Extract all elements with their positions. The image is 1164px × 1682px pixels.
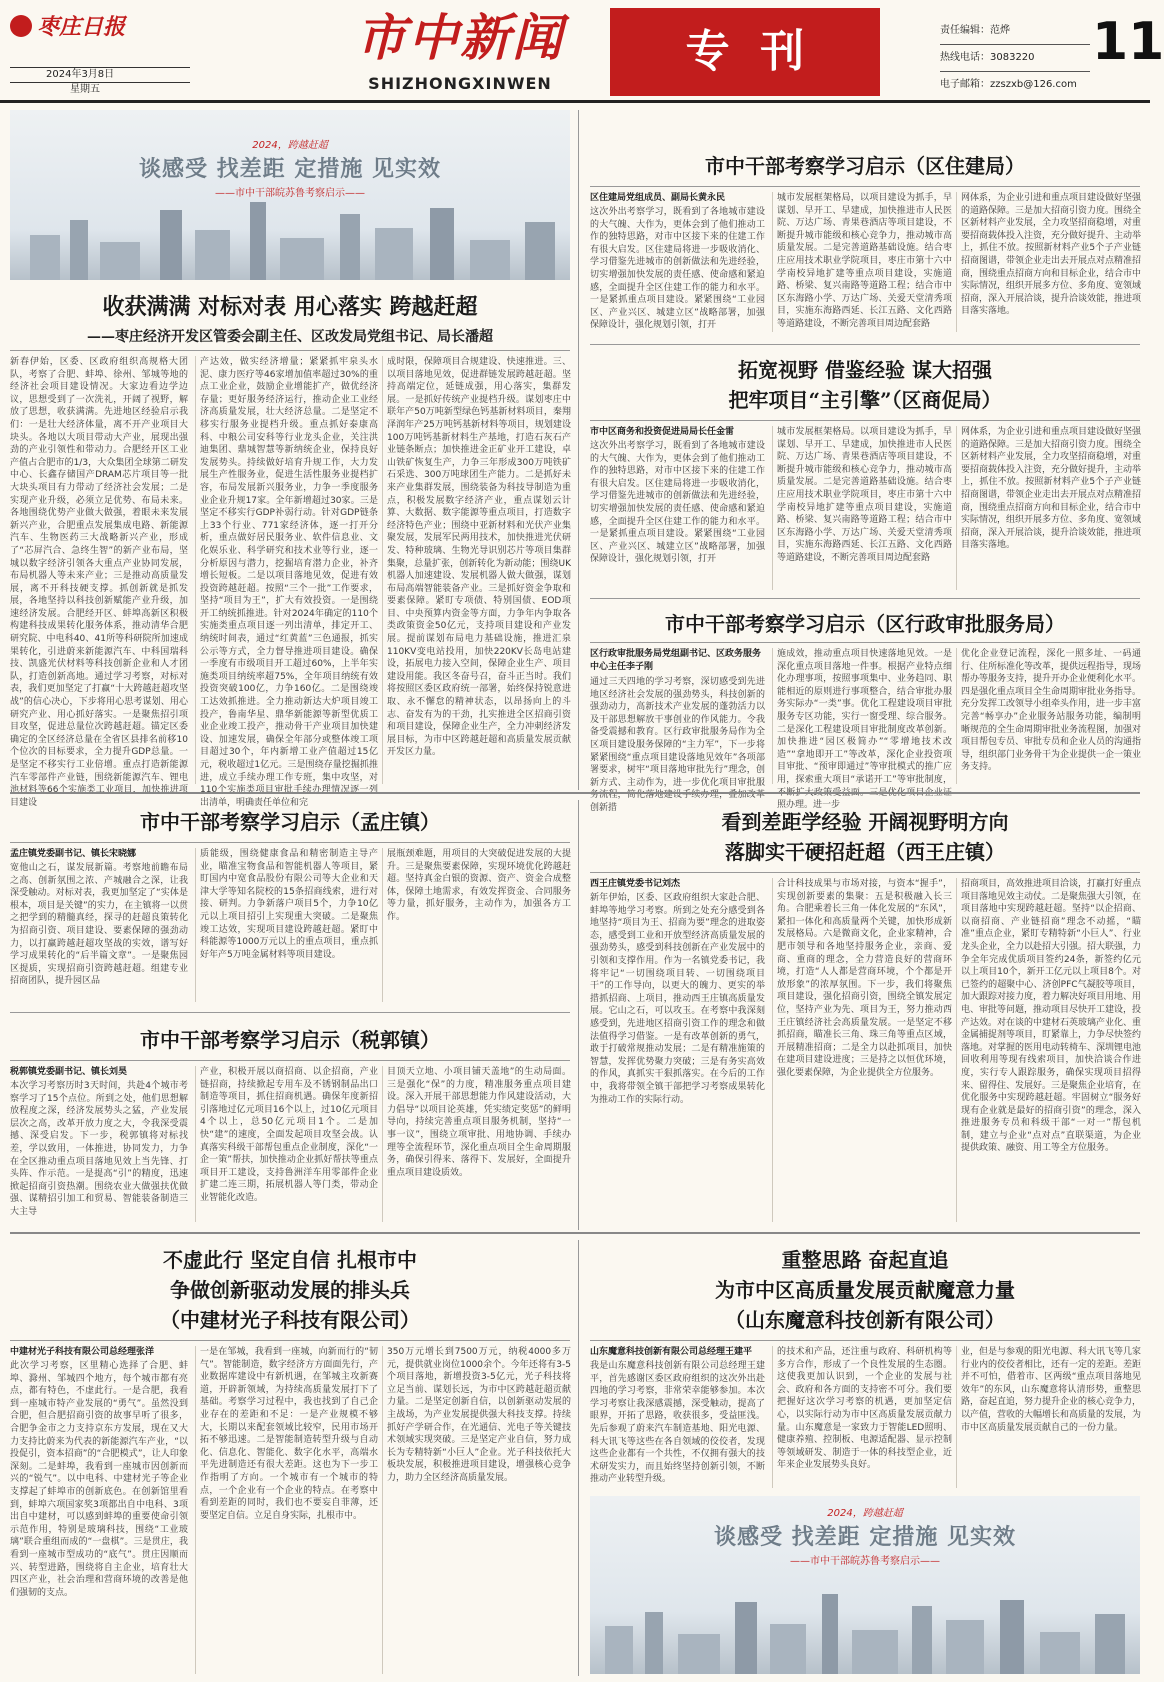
art9-author: 山东魔意科技创新有限公司总经理王建平 [590,1347,753,1357]
art3-col1: 这次外出考察学习，既看到了各地城市建设的大气魄、大作为，更体会到了他们推动工作的独特思路，对市中区接下来的住建工作有很大启发。区住建局将进一步吸收消化，学习借鉴先进城市的创新做法和先进经验，切实增强加快发展的责任感、使命感和紧迫感，全面提升全区住建工作的能力和水平。一是紧抓重点项目建设。紧紧围绕“工业园区、产业兴区、城建立区”战略部署，加强保障设计，强化规划引领，打开 [590,441,765,565]
city-skyline-building [470,240,510,280]
art8-title-line2: 争做创新驱动发展的排头兵 [170,1278,410,1302]
city-skyline-building [822,1594,838,1674]
center-divider [578,110,579,790]
art1-col2: 产达效，做实经济增量；紧紧抓牢泉头水泥、康力医疗等46家增加值率超过30%的重点工业企业，鼓励企业增能扩产，做优经济存量；更好服务经济运行，推动企业工业经济高质量发展，壮大经济总量。二是坚定不移实行服务业提档升级。重点抓好泰康高科、中粮公司安科等行业龙头企业，关注洪迪集团、鼎城智慧等新纳统企业，保持良好发展势头。持续做好培育升规工作，大力发展生产性服务业，促进生活性服务业提档扩容，布局发展新兴服务业，力争一季度服务业企业升规17家。全年新增超过30家。三是坚定不移实行GDP补弱行动。针对GDP链条上33个行业、771家经济体，逐一打开分析，重点做好居民服务业、软件信息业、文化娱乐业、科学研究和技术业等行业，逐一分析原因与潜力，挖掘培育潜力企业，补齐增长短板。二是以项目落地见效，促进有效投资跨越赶超。按照“三个一批”工作要求，坚持“项目为王”，扩大有效投资。一是围绕开工纳统抓推进。针对2024年确定的110个实施类重点项目逐一列出清单，排定开工、纳统时间表，通过“红黄蓝”三色通报，抓实公示等方式，全力督导推进项目建设。确保一季度有市级项目开工超过60%，上半年实施类项目纳统率超75%，全年项目纳统有效投资突破100亿，力争160亿。二是围绕竣工达效抓推进。全力推动新达大炉项目竣工投产，鲁南华星、鼎华新能源等新型优质工业企业竣工投产，推动骨干产业项目加快建设、加速发展，确保全年部分或整体竣工项目超过30个，年内新增工业产值超过15亿元，税收超过1亿元。三是围绕存量挖掘抓推进，成立手续办理工作专班，集中攻坚，对110个实施类项目审批手续办理情况逐一列出清单，明确责任单位和完 [195,356,378,784]
art3-rule [590,420,1140,421]
city-skyline-building [160,210,182,280]
city-skyline-building [70,220,88,280]
city-skyline-building [375,228,413,280]
section-pinyin: SHIZHONGXINWEN [368,74,552,93]
art4-col3: 优化企业登记流程，深化一照多址、一码通行、住所标准化等改革，提供远程指导，现场帮办等服务支持，提升开办企业便利化水平。四是强化重点项目全生命周期审批业务指导。充分发挥工改领导小组牵头作用，进一步丰富完善“畅享办”企业服务站服务功能，编制明晰规范的全生命周期审批业务流程图，加强对项目帮包专员、审批专员和企业人员的沟通指导，组织部门业务骨干为企业提供一企一策业务支持。 [956,648,1141,784]
editor-info [940,18,1090,98]
art2-col3: 网体系，为企业引进和重点项目建设做好坚强的道路保障。三是加大招商引资力度。围绕全区新材料产业发展，全力攻坚招商稳增，对重要招商载体投入注资，充分做好提升、主动举上，抓住不放。按照新材料产业5个子产业链招商图谱，带领企业走出去开展点对点精准招商，围绕重点招商方向和目标企业，结合市中实际情况，组织开展多方位、多角度、宽领域招商，深入开展洽谈，提升洽谈效能，推进项目落实落地。 [956,192,1141,332]
publish-date: 2024年3月8日 [46,69,115,80]
banner-subtitle: ——市中干部皖苏鲁考察启示—— [215,188,365,199]
art7-col1: 新年伊始，区委、区政府组织大家赴合肥、蚌埠等地学习考察。所到之处充分感受到各地坚持“项目为王、招商为要”理念的进取姿态，感受到工业和开放型经济高质量发展的强劲势头，感受到科技创新在产业发展中的引领和支撑作用。作为一名镇党委书记，我将牢记“一切围绕项目转、一切围绕项目干”的工作导向，以更大的魄力、更实的举措抓招商、上项目，推动西王庄镇高质量发展。它山之石，可以攻玉。在考察中我深刻感受到，先进地区招商引资工作的理念和做法值得学习借鉴。一是有改革创新的勇气，敢于打破常规推动发展；二是有精准施策的智慧，发挥优势聚力突破；三是有务实高效的作风，真抓实干狠抓落实。在今后的工作中，我将带领全镇干部把学习考察成果转化为推动工作的实际行动。 [590,893,765,1105]
art4-col1: 通过三天四地的学习考察，深切感受到先进地区经济社会发展的强劲势头，科技创新的强劲动力，高新技术产业发展的蓬勃活力以及干部思想解放干事创业的作风能力。令我备受震撼和教育。区行政审批服务局作为全区项目建设服务保障的“主力军”，下一步将紧紧围绕“重点项目建设落地见效年”各项部署要求，树牢“项目落地审批先行”理念，创新方式、主动作为，进一步优化项目审批服务流程，简化落地建设手续办理，叠加改革创新措 [590,677,765,813]
city-skyline-building [30,235,60,280]
art1-col3: 成时限，保障项目合规建设、快速推进。三、以项目落地见效，促进群链发展跨越赶超。坚持高端定位，延链成强，用心落实，集群发展。一是抓好传统产业提档升级。谋划枣庄中联年产50万吨新型绿色钙基新材料项目，秦翔泽润年产25万吨钙基新材料等项目，规划建设100万吨钙基新材料生产基地，打造石灰石产业链条断点；加快推进金正矿业开工建设，卓山铁矿恢复生产，力争三年形成300万吨铁矿石采选、300万吨球团生产能力。二是抓好未来产业集群发展，围绕装备为科技导制造为重点，积极发展数字经济产业，重点谋划云计算、大数据、数字能源等重点项目，打造数字经济特色产业；围绕中亚新材料和光伏产业集聚发展，发展军民两用技术，加快推进光伏研发、特种玻璃、生物光导识别芯片等项目集群集聚，总量扩张，创新转化为新动能；围绕UK机器人加速建设、发展机器人做大做强，谋划布局高端智能装备产业。三是抓好资金争取和要素保障。紧盯专项债、特别国债、EOD项目、中央预算内资金等方面，力争年内争取各类政策资金50亿元，支持项目建设和产业发展。提前谋划布局电力基础设施，推进汇泉110KV变电站投用，加快220KV长岛电站建设，拓展电力接入空间，保障企业生产、项目建设用能。我区冬奋号召，奋斗正当时。我们将按照区委区政府统一部署，始终保持锐意进取、永不懈怠的精神状态，以昂扬向上的斗志、奋发有为的干劲，扎实推进全区招商引资和项目建设，保障企业生产，全力冲刺经济发展目标，为市中区跨越赶超和高质量发展贡献开发区力量。 [382,356,571,784]
art9-col3: 业，但是与参观的阳光电源、科大讯飞等几家行业内的佼佼者相比，还有一定的差距。差距并不可怕，借着市、区两级“重点项目落地见效年”的东风，山东魔意将认清形势，重整思路，奋起直追，努力提升企业的核心竞争力，以产值，营收的大幅增长和高质量的发展，为市中区高质量发展贡献自己的一份力量。 [956,1346,1141,1488]
masthead [0,0,1164,104]
city-skyline-building [250,202,266,280]
art4-title: 市中干部考察学习启示（区行政审批服务局） [665,612,1065,636]
art7-rule [590,872,1140,873]
art8-col3: 350万元增长到7500万元，纳税4000多万元，提供就业岗位1000余个。今年还将有3-5个项目落地，新增投资3-5亿元，光子科技将立足当前、谋划长远，为市中区跨越赶超贡献力量。二是坚定创新自信，以创新驱动发展的主战场，为产业发展提供强大科技支撑。持续抓好产学研合作，在光通信、光电子等关键技术领域实现突破。三是坚定产业自信，努力成长为专精特新“小巨人”企业。光子科技依托大板块发展，积极推进项目建设，增强核心竞争力，助力全区经济高质量发展。 [382,1346,571,1674]
art2-rule [590,186,1140,187]
paper-logo [10,10,170,40]
art3-title-line2: 把牢项目“主引擎”（区商促局） [728,388,1002,412]
art3-col3: 网体系，为企业引进和重点项目建设做好坚强的道路保障。三是加大招商引资力度。围绕全区新材料产业发展，全力攻坚招商稳增，对重要招商载体投入注资，充分做好提升，主动举上，抓住不放。按照新材料产业5个子产业链招商图谱，带领企业走出去开展点对点精准招商，围绕重点招商方向和目标企业，结合市中实际情况，组织开展多方位、多角度、宽领域招商，深入开展洽谈，提升洽谈效能，推进项目落实落地。 [956,426,1141,590]
publish-weekday: 星期五 [10,82,190,97]
art2-bottom-rule [590,344,1140,345]
paper-logo-icon [10,15,32,37]
city-skyline-building [1000,1600,1024,1674]
art3-title-line1: 拓宽视野 借鉴经验 谋大招强 [738,358,992,382]
banner-kicker: 2024，跨越赶超 [827,1508,903,1519]
date-line [10,67,190,97]
bottom-banner [590,1496,1140,1674]
city-skyline-building [1095,1614,1125,1674]
art9-title-line3: （山东魔意科技创新有限公司） [725,1308,1005,1332]
art9-rule [590,1340,1140,1341]
art5-rule [10,842,570,843]
art9-col1: 我是山东魔意科技创新有限公司总经理王建平，首先感谢区委区政府组织的这次外出赴四地的学习考察，非常荣幸能够参加。本次学习考察让我深感震撼，深受触动，提高了眼界，开拓了思路，收获很多，受益匪浅。先后参观了蔚来汽车制造基地、阳光电源、科大讯飞等这些在各自领域的佼佼者，发现这些企业都有一个共性，不仅拥有强大的技术研发实力，而且始终坚持创新引领，不断推动产业转型升级。 [590,1361,765,1485]
art1-title: 收获满满 对标对表 用心落实 跨越赶超 [102,294,478,320]
art9-title-line2: 为市中区高质量发展贡献魔意力量 [715,1278,1015,1302]
art2-title: 市中干部考察学习启示（区住建局） [705,154,1025,178]
art4-col2: 施成效，推动重点项目快速落地见效。一是深化重点项目落地一件事。根据产业特点细化办理事项，按照事项集中、业务趋同、职能相近的原则进行事项整合，结合审批办服务实际办“一类”事。优化工程建设项目审批服务专区功能，实行一窗受理、综合服务。二是深化工程建设项目审批制度改革创新。加快推进“园区极简办”“零增地技术改造”“拿地即开工”等改革，深化企业投资项目审批、“预审即通过”等审批模式的推广应用，探索重大项目“承诺开工”等审批制度，不断扩大政策受益面。三是优化项目企业证照办理。进一步 [772,648,952,784]
top-banner [10,110,570,280]
section-title: 市中新闻 [356,8,564,67]
paper-name: 枣庄日报 [37,14,126,40]
art5-col2: 质能级，围绕健康食品和精密制造主导产业，瞄准宝物食品和智能机器人等项目，紧盯国内中宽食品股份有限公司等大企业和天津大学等知名院校的15条招商线索，进行对接、研判。力争新落户项目5个，力争10亿元以上项目招引上实现重大突破。二是聚焦竣工达效，实现项目建设跨越赶超。紧盯中科能源等1000万元以上的重点项目，重点抓好年产5万吨金属材料等项目建设。 [195,848,378,1002]
art9-col2: 的技术和产品，还注重与政府、科研机构等多方合作，形成了一个良性发展的生态圈。这使我更加认识到，一个企业的发展与社会、政府和各方面的支持密不可分。我们要把握好这次学习考察的机遇，更加坚定信心，以实际行动为市中区高质量发展贡献力量。山东魔意是一家致力于智能LED照明、健康养殖、控制板、电源适配器、显示控制等领域研发、制造于一体的科技型企业，近年来企业发展势头良好。 [772,1346,952,1488]
banner-kicker: 2024，跨越赶超 [252,140,328,151]
art7-col2: 合计科技成果与市场对接，与资本“握手”，实现创新要素的集聚：五是积极融入长三角。合肥乘着长三角一体化发展的“东风”，紧扣一体化和高质量两个关键，加快形成新发展格局。六是微商文化，企业家精神，合肥市领导和各地坚持服务企业，亲商、爱商、重商的理念，全力营造良好的营商环境，打造“人人都是营商环境，个个都是开放形象”的浓厚氛围。下一步，我们将聚焦项目建设，强化招商引资，围绕全镇发展定位，坚持产业为先、项目为王，努力推动西王庄镇经济社会高质量发展。一是坚定不移抓招商，瞄准长三角、珠三角等重点区域，开展精准招商；二是全力以赴抓项目，加快在建项目建设进度；三是持之以恒优环境，强化要素保障，为企业提供全方位服务。 [772,878,952,1222]
art3-author: 市中区商务和投资促进局局长任金雷 [590,427,735,437]
art8-col1: 此次学习考察，区里精心选择了合肥、蚌埠、滁州、邹城四个地方，每个城市都有亮点，都有特色，不虚此行。一是合肥，我看到一座城市特产业发展的“勇气”。虽然没到合肥，但合肥招商引资的故事早听了很多，合肥争金市之力支持京东方发展，现在又大力支持比蔚来为代表的新能源汽车产业，“以投促引，资本招商”的“合肥模式”，让人印象深刻。二是蚌埠，我看到一座城市因创新而兴的“锐气”。以中电科、中建材光子等企业支撑起了蚌埠市的创新底色。在创新馆里看到，蚌埠六项国家奖3项都出自中电科、3项出自中建材，可以感到蚌埠的重要使命引领示范作用，特别是玻璃科技，围绕“工业玻璃”联合重组而成的“一盘棋”。三是贯庄，我看到一座城市型成功的“底气”。贯庄因顺而兴、转型进路，围绕将自主企业，培育壮大四区产业，社会治理和营商环境的改善是他们强韧的支点。 [10,1361,188,1598]
art7-author: 西王庄镇党委书记刘杰 [590,879,681,889]
phone-label: 热线电话：3083220 [940,45,1090,72]
art8-col2: 一是在邹城，我看到一座城，向新而行的“韧气”。智能制造，数字经济方方面面先行，产业数据库建设中有新机遇，在邹城主攻新赛道，开辟新领域，为持续高质量发展打下了基础。考察学习过程中，我也找到了自己企业存在的差距和不足：一是产业规模不够大，长期以来配套领域比较窄，民用市场开拓不够迅速。二是智能制造转型升级与自动化、信息化、智能化、数字化水平，高端水平先进制造还有很大差距。这也为下一步工作指明了方向。一个城市有一个城市的特点，一个企业有一个企业的特点。在考察中看到差距的同时，我们也不要妄自菲薄，还要坚定自信。立足自身实际，扎根市中。 [195,1346,378,1674]
center-divider-2 [578,800,579,1230]
art1-rule [10,350,570,351]
city-skyline-building [1040,1632,1080,1674]
city-skyline-building [912,1606,932,1674]
art9-title-line1: 重整思路 奋起直追 [781,1248,949,1272]
art7-col3: 招商项目，高效推进项目洽谈，打赢打好重点项目落地见效主动仗。二是聚焦强大引领，在项目落地中实现跨越赶超。坚持“以企招商、以商招商、产业链招商”理念不动摇，“瞄准”重点企业，紧盯专精特新“小巨人”、行业龙头企业，全力以赴招大引强。招大联强，力争全年完成优质项目签约24条，新签约亿元以上项目10个，新开工亿元以上项目8个。对已签约的超聚中心、济创PFC气凝胶等项目，加大跟踪对接力度，着力解决好项目用地、用电、审批等问题，推动项目尽快开工建设，投产达效。对在谈的中建材石英玻璃产业化、重金属捕捉剂等项目，盯紧靠上，力争尽快签约落地。对掌握的医用电动转椅车、深圳锂电池回收利用等现有线索项目，加快洽谈合作进度，实行专人跟踪服务，确保实现项目招得来、留得住、发展好。三是聚焦企业培育，在优化服务中实现跨越赶超。牢固树立“服务好现有企业就是最好的招商引资”的理念，深入推进服务专员和科级干部“一对一”帮包机制，建立与企业“点对点”直联渠道，为企业提供政策、融资、用工等全方位服务。 [956,878,1141,1222]
city-skyline-building [735,1602,757,1674]
column-label: 专 刊 [610,8,880,96]
art1-col1: 新春伊始，区委、区政府组织高规格大团队，考察了合肥、蚌埠、徐州、邹城等地的经济社会项目建设情况。大家边看边学边议，思想受到了一次洗礼，开阔了视野，解放了思想，收获满满。先进地区经验启示我们：一是壮大经济体量，离不开产业项目大块头。各地以大项目带动大产业，展现出强劲的产业引领性和带动力。合肥经开区工业产值占合肥市的1/3，大众集团全球第二研发中心、长鑫存储国产DRAM芯片项目等一批大块头项目有力带动了经济社会发展；二是实现产业升级，必须立足优势、布局未来。各地围绕优势产业做大做强，着眼未来发展新兴产业，合肥重点发展集成电路、新能源汽车、生物医药三大战略新兴产业，形成了“芯屏汽合、急终生智”的新产业布局，坚城以数字经济引领各大重点产业协同发展，布局机器人等未来产业；三是推动高质量发展，离不开科技硬支撑。抓创新就是抓发展，各地坚持以科技创新赋能产业升级，加速经济发展。合肥经开区、蚌埠高新区积极构建科技成果转化服务体系，推动清华合肥研究院、中电科40、41所等科研院所加速成果转化，引进蔚来新能源汽车、中科国瑞科技、凯盛光伏材料等科技创新企业和人才团队，打造创新高地。通过学习考察，对标对表，我们更加坚定了打赢“十大跨越赶超攻坚战”的信心决心，下步将用心思考谋划、用心研究产业、用心抓好落实。一是聚焦招引项目攻坚，促进总量位次跨越赶超。锚定区委确定的全区经济总量在全省区县排名前移10个位次的目标要求，全力提升GDP总量。一是坚定不移实行工业倍增。重点打造新能源汽车零部件产业链，围绕新能源汽车、锂电池材料等66个实施类工业项目，加快推进项目建设 [10,357,188,808]
city-skyline-building [195,230,230,280]
city-skyline-building [525,222,555,280]
art5-col3: 展瓶颈难题，用项目的大突破促进发展的大提升。三是聚焦要素保障，实现环境优化跨越赶超。坚持真金白银的资源、资产、资金合成整体，保障土地需求，有效发挥资金、合同服务等力量，抓好服务，主动作为，加强各方工作。 [382,848,571,1002]
art5-bottom-rule [10,1012,570,1013]
row-divider-1 [10,792,1140,794]
art2-author: 区住建局党组成员、副局长黄永民 [590,193,726,203]
art6-col2: 产业，积极开展以商招商、以企招商，产业链招商，持续掀起专用车及不锈钢制品出口制造等项目，抓住招商机遇。确保年度新招引落地过亿元项目16个以上，过10亿元项目4个以上，总50亿元项目1个。二是加快“建”的速度，全面发起项目攻坚会战。认真落实科级干部帮包重点企业制度，深化“一企一策”帮扶，加快推动企业抓好帮扶等重点项目开工建设，支持鲁洲洋车用零部件企业扩建二连三期，拓展机器人等门类，带动企业智能化改造。 [195,1066,378,1222]
city-skyline-building [770,1624,806,1674]
row-divider-2 [10,1232,1140,1234]
art3-bottom-rule [590,598,1140,599]
art2-col1: 这次外出考察学习，既看到了各地城市建设的大气魄、大作为，更体会到了他们推动工作的独特思路，对市中区接下来的住建工作有很大启发。区住建局将进一步吸收消化、学习借鉴先进城市的创新做法和先进经验，切实增强加快发展的责任感、使命感和紧迫感，全面提升全区住建工作的能力和水平。一是紧抓重点项目建设。紧紧围绕“工业园区、产业兴区、城建立区”战略部署，加强保障设计，强化规划引领，打开 [590,207,765,331]
city-skyline-building [280,238,324,280]
art2-col2: 城市发展框架格局，以项目建设为抓手，早谋划、早开工、早建成，加快推进市人民医院、万达广场、青果巷酒店等项目建设，不断提升城市能级和核心竞争力，推动城市高质量发展。二是完善道路基础设施。结合枣庄应用技术职业学院项目，枣庄市第十六中学南校异地扩建等重点项目建设，实施道路、桥梁、复兴南路等道路工程；结合市中区东海路小学、万达广场、关爱天堂清秀项目，实施东海路西延、长江五路、文化西路等道路建设，不断完善项目周边配套路 [772,192,952,332]
art6-col1: 本次学习考察历时3天时间，共赴4个城市考察学习了15个点位。所到之处，他们思想解放程度之深，经济发展势头之猛，产业发展层次之高，改革开放力度之大，令我深受震撼、深受启发。下一步，税郭镇将对标找差，学以致用，一体推进，协同发力，力争在全区推动重点项目落地见效上当先锋、打头阵、作示范。一是提高“引”的精度，迅速掀起招商引资热潮。围绕农业大做强扶优做强、谋精招引加工和贸易、智能装备制造三大主导 [10,1081,188,1217]
masthead-rule [0,100,1150,103]
art8-title-line1: 不虚此行 坚定自信 扎根市中 [163,1248,417,1272]
city-skyline-building [645,1612,663,1674]
art4-rule [590,642,1140,643]
art6-title: 市中干部考察学习启示（税郭镇） [140,1028,440,1052]
email-label: 电子邮箱：zzszxb@126.com [940,79,1077,90]
art5-title: 市中干部考察学习启示（孟庄镇） [140,810,440,834]
banner-title: 谈感受 找差距 定措施 见实效 [714,1524,1016,1550]
city-skyline-building [340,214,360,280]
art8-author: 中建材光子科技有限公司总经理张洋 [10,1347,155,1357]
art7-title-line1: 看到差距学经验 开阔视野明方向 [721,810,1009,834]
city-skyline-building [605,1626,633,1674]
editor-label: 责任编辑：范烨 [940,18,1090,45]
art6-rule [10,1060,570,1061]
art3-col2: 城市发展框架格局。以项目建设为抓手，早谋划、早开工、早建成，加快推进市人民医院、万达广场、青果巷酒店等项目建设，不断提升城市能级和核心竞争力，推动城市高质量发展。二是完善道路基础设施。结合枣庄应用技术职业学院项目，枣庄市第十六中学南校异地扩建等重点项目建设，实施道路、桥梁、复兴南路等道路工程；结合市中区东海路小学、万达广场、关爱天堂清秀项目，实施东海路西延、长江五路、文化西路等道路建设，不断完善项目周边配套路 [772,426,952,590]
art7-title-line2: 落脚实干硬招赶超（西王庄镇） [725,840,1005,864]
art8-rule [10,1340,570,1341]
city-skyline-building [678,1634,720,1674]
art8-title-line3: （中建材光子科技有限公司） [160,1308,420,1332]
city-skyline-building [430,208,454,280]
banner-title: 谈感受 找差距 定措施 见实效 [139,156,441,182]
art1-subtitle: ——枣庄经济开发区管委会副主任、区改发局党组书记、局长潘超 [87,329,493,345]
banner-subtitle: ——市中干部皖苏鲁考察启示—— [790,1556,940,1567]
art5-author: 孟庄镇党委副书记、镇长宋晓娜 [10,849,137,859]
art5-col1: 宽他山之石，谋发展新篇。考察地前瞻布局之高、创新氛围之浓、产城融合之深，让我深受触动。对标对表，我更加坚定了“实体是根本，项目是关键”的实力，在主镇将一以贯之把学到的精髓真经，探寻的赶超良策转化为招商引资、项目建设、要素保障的强劲动力，以打赢跨越赶超攻坚战的实效，谱写好学习成果转化的“后半篇文章”。一是聚焦园区提质，实现招商引资跨越赶超。组建专业招商团队，提升园区品 [10,863,188,987]
art6-col3: 目顶天立地、小项目铺天盖地”的生动局面。三是强化“保”的力度，精准服务重点项目建设。深入开展干部思想能力作风建设活动，大力倡导“以项目论英雄，凭实绩定奖惩”的鲜明导向，持续完善重点项目服务机制，坚持“一事一议”，围绕立项审批、用地协调、手续办理等全流程环节，深化重点项目全生命周期服务，确保引得来、落得下、发展好，全面提升重点项目建设质效。 [382,1066,571,1222]
art6-author: 税郭镇党委副书记、镇长刘昊 [10,1067,128,1077]
city-skyline-building [852,1630,898,1674]
page-number: 11 [1092,12,1164,72]
center-divider-3 [578,1240,579,1676]
city-skyline-building [100,242,140,280]
city-skyline-building [946,1620,984,1674]
art4-author: 区行政审批服务局党组副书记、区政务服务中心主任李子刚 [590,649,762,672]
